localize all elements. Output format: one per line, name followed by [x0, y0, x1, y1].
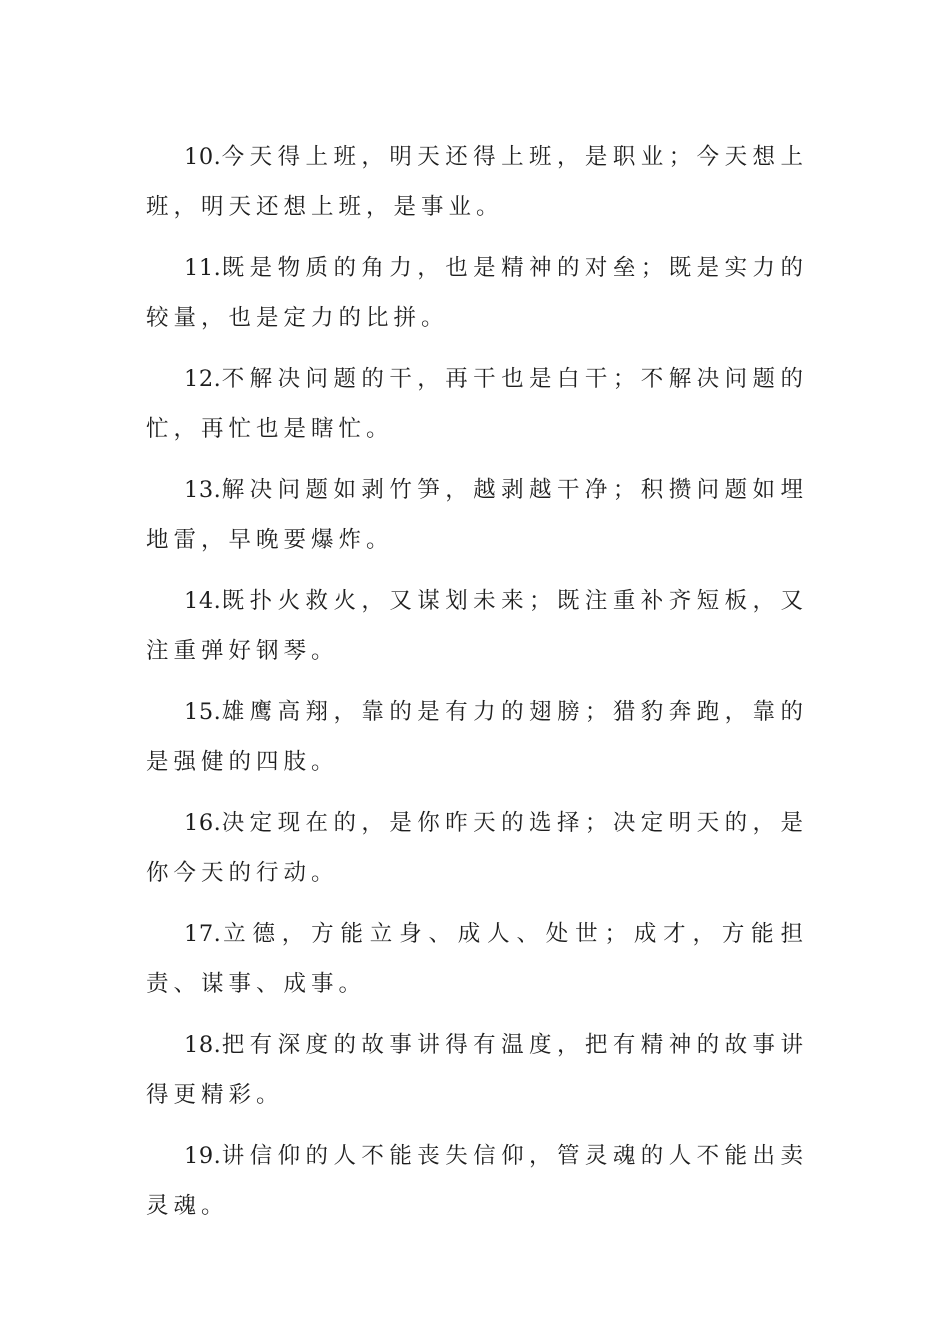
paragraph-number: 13. [184, 477, 222, 503]
paragraph-text: 今天得上班，明天还得上班，是职业；今天想上班，明天还想上班，是事业。 [146, 144, 808, 220]
paragraph-text: 立德，方能立身、成人、处世；成才，方能担责、谋事、成事。 [146, 921, 808, 997]
paragraph-number: 11. [184, 255, 222, 281]
paragraph-10 [146, 132, 808, 232]
paragraph-11 [146, 243, 808, 343]
paragraph-number: 19. [184, 1143, 222, 1169]
paragraph-number: 10. [184, 144, 222, 170]
paragraph-number: 17. [184, 921, 222, 947]
paragraph-number: 16. [184, 810, 222, 836]
paragraph-text: 解决问题如剥竹笋，越剥越干净；积攒问题如埋地雷，早晚要爆炸。 [146, 477, 808, 553]
paragraph-text: 不解决问题的干，再干也是白干；不解决问题的忙，再忙也是瞎忙。 [146, 366, 808, 442]
paragraph-16 [146, 798, 808, 898]
paragraph-text: 雄鹰高翔，靠的是有力的翅膀；猎豹奔跑，靠的是强健的四肢。 [146, 699, 808, 775]
paragraph-text: 讲信仰的人不能丧失信仰，管灵魂的人不能出卖灵魂。 [146, 1143, 808, 1219]
paragraph-13 [146, 465, 808, 565]
document-page [146, 132, 808, 1242]
paragraph-number: 18. [184, 1032, 222, 1058]
paragraph-text: 既是物质的角力，也是精神的对垒；既是实力的较量，也是定力的比拼。 [146, 255, 808, 331]
paragraph-text: 把有深度的故事讲得有温度，把有精神的故事讲得更精彩。 [146, 1032, 808, 1108]
paragraph-number: 15. [184, 699, 222, 725]
paragraph-number: 14. [184, 588, 222, 614]
paragraph-14 [146, 576, 808, 676]
paragraph-text: 既扑火救火，又谋划未来；既注重补齐短板，又注重弹好钢琴。 [146, 588, 808, 664]
paragraph-number: 12. [184, 366, 222, 392]
paragraph-17 [146, 909, 808, 1009]
paragraph-19 [146, 1131, 808, 1231]
paragraph-12 [146, 354, 808, 454]
paragraph-text: 决定现在的，是你昨天的选择；决定明天的，是你今天的行动。 [146, 810, 808, 886]
paragraph-18 [146, 1020, 808, 1120]
paragraph-15 [146, 687, 808, 787]
